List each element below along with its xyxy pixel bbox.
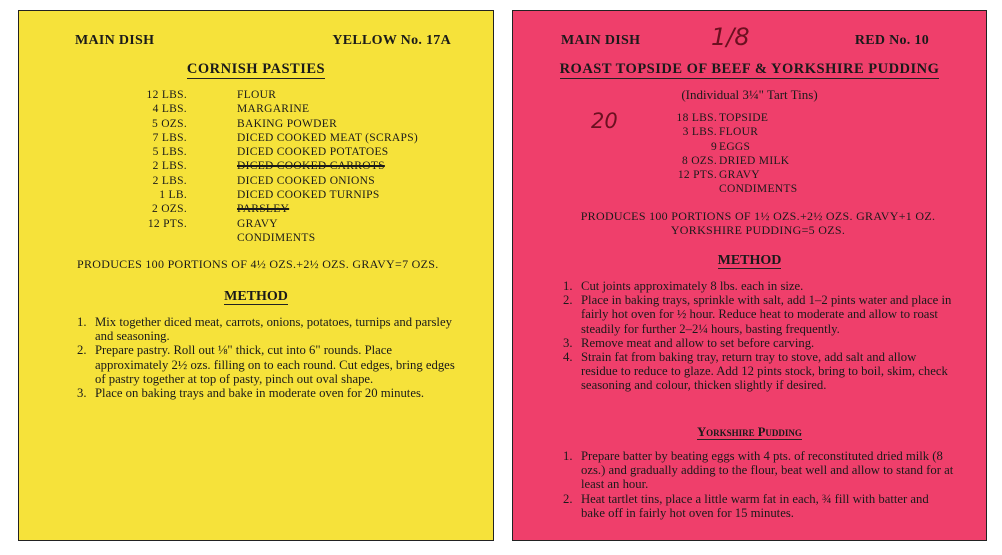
- ingredient-list: [129, 88, 469, 245]
- category-label: MAIN DISH: [75, 33, 155, 48]
- ingredient-row: 2 OZS. PARSLEY: [151, 203, 290, 216]
- struck-ingredient: PARSLEY: [237, 203, 290, 216]
- card-code: RED No. 10: [854, 33, 929, 48]
- ingredient-row: CONDIMENTS: [237, 231, 316, 244]
- ingredient-row: 5 LBS. DICED COOKED POTATOES: [152, 146, 389, 159]
- ingredient-row: 5 OZS. BAKING POWDER: [151, 117, 338, 130]
- method-step: 2. Heat tartlet tins, place a little warm fat in each, ¾ fill with batter and bake off in fairly hot oven for 15 minutes.: [563, 491, 929, 520]
- ingredient-row: 2 LBS. DICED COOKED CARROTS: [152, 160, 385, 173]
- recipe-card-roast-topside: [512, 10, 987, 541]
- method-step: 2. Prepare pastry. Roll out ⅛" thick, cut into 6" rounds. Place approximately 2½ ozs. filling on to each round. Cut edges, bring edges of pastry together at top of pasty, pinch out oval shape.: [77, 343, 455, 386]
- method-steps: [563, 279, 955, 393]
- ingredient-row: 12 PTS. GRAVY: [147, 217, 278, 230]
- ingredient-row: 9 EGGS: [710, 140, 751, 153]
- yorkshire-pudding-heading: Yorkshire Pudding: [697, 425, 802, 439]
- method-step: 3. Place on baking trays and bake in moderate oven for 20 minutes.: [77, 386, 425, 401]
- method-step: 2. Place in baking trays, sprinkle with salt, add 1–2 pints water and place in fairly hot oven for ½ hour. Reduce heat to moderate and allow to roast steadily for further 2–2¼ hours, basting frequently.: [563, 293, 952, 336]
- handwritten-annotation: 1/8: [711, 23, 750, 51]
- ingredient-row: 8 OZS. DRIED MILK: [681, 154, 790, 167]
- method-steps: [77, 315, 467, 400]
- ingredient-row: 1 LB. DICED COOKED TURNIPS: [159, 189, 380, 202]
- method-step: 1. Mix together diced meat, carrots, onions, potatoes, turnips and parsley and seasoning.: [77, 315, 452, 344]
- handwritten-quantity: 20: [591, 109, 618, 133]
- ingredient-row: 3 LBS. FLOUR: [682, 126, 759, 139]
- method-step: 4. Strain fat from baking tray, return tray to stove, add salt and allow residue to reduce to glaze. Add 12 pints stock, bring to boil, skim, check seasoning and colour, thicken slightly if desired.: [563, 350, 948, 393]
- recipe-title: CORNISH PASTIES: [186, 61, 326, 77]
- ingredient-row: 2 LBS. DICED COOKED ONIONS: [152, 174, 375, 187]
- recipe-title: ROAST TOPSIDE OF BEEF & YORKSHIRE PUDDING: [559, 61, 940, 77]
- ingredient-row: 4 LBS. MARGARINE: [152, 103, 310, 116]
- ingredient-list: [593, 111, 913, 197]
- recipe-card-cornish-pasties: [18, 10, 494, 541]
- method-step: 3. Remove meat and allow to set before carving.: [563, 335, 815, 350]
- ingredient-row: 7 LBS. DICED COOKED MEAT (SCRAPS): [152, 131, 419, 144]
- yorkshire-pudding-steps: [563, 449, 955, 520]
- yield-line: PRODUCES 100 PORTIONS OF 1½ OZS.+2½ OZS. GRAVY+1 OZ. YORKSHIRE PUDDING=5 OZS.: [580, 209, 936, 237]
- recipe-subtitle: (Individual 3¼" Tart Tins): [681, 87, 818, 102]
- method-heading: METHOD: [224, 289, 288, 304]
- ingredient-row: 18 LBS. TOPSIDE: [676, 112, 769, 124]
- method-step: 1. Prepare batter by beating eggs with 4 pts. of reconstituted dried milk (8 ozs.) and gradually adding to the flour, beat well and allow to stand for at least an hour.: [563, 449, 954, 492]
- ingredient-row: 12 LBS. FLOUR: [146, 89, 277, 101]
- method-heading: METHOD: [717, 253, 782, 268]
- card-code: YELLOW No. 17A: [332, 33, 451, 48]
- method-step: 1. Cut joints approximately 8 lbs. each in size.: [563, 279, 804, 293]
- category-label: MAIN DISH: [561, 33, 641, 48]
- yield-line: PRODUCES 100 PORTIONS OF 4½ OZS.+2½ OZS. GRAVY=7 OZS.: [77, 257, 439, 271]
- ingredient-row: 12 PTS. GRAVY: [677, 169, 760, 182]
- struck-ingredient: DICED COOKED CARROTS: [237, 160, 385, 173]
- ingredient-row: CONDIMENTS: [719, 183, 798, 196]
